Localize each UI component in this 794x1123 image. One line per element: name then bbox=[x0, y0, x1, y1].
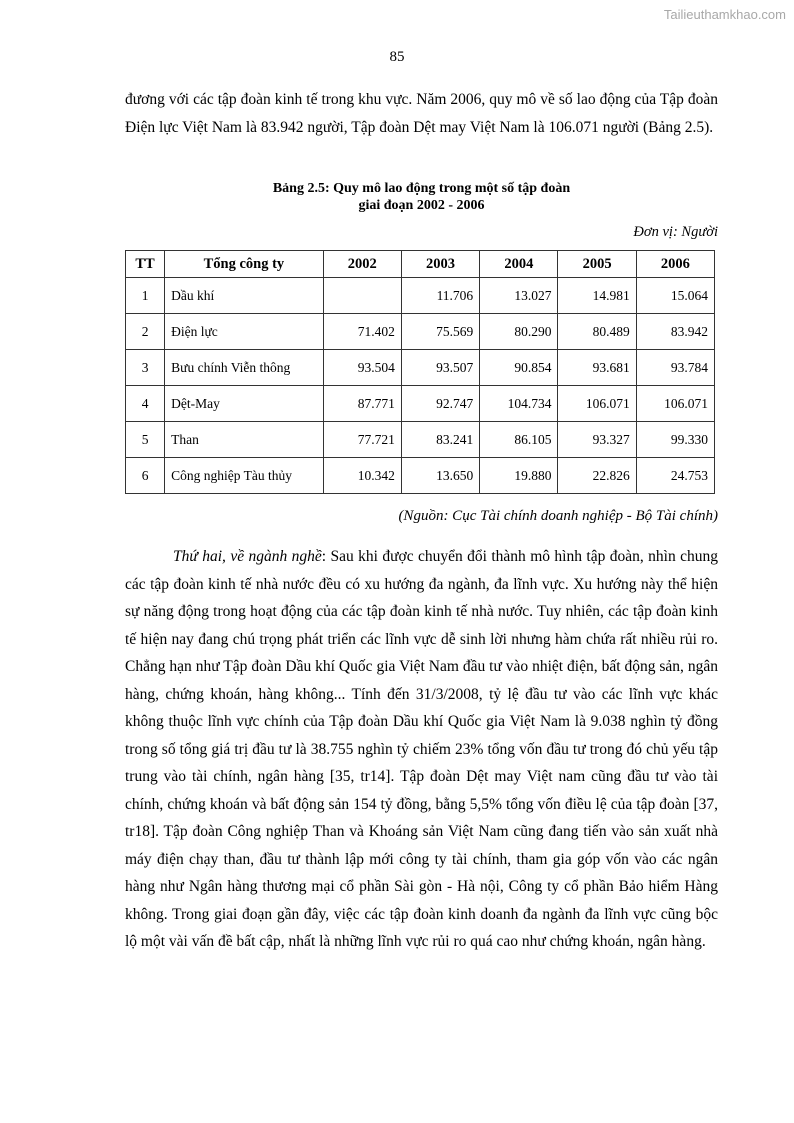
table-row bbox=[126, 422, 715, 458]
cell-tt: 3 bbox=[126, 350, 165, 386]
header-2006: 2006 bbox=[636, 251, 714, 278]
cell-company: Dầu khí bbox=[165, 278, 324, 314]
cell-2002 bbox=[323, 278, 401, 314]
cell-2005: 93.327 bbox=[558, 422, 636, 458]
table-row bbox=[126, 386, 715, 422]
cell-2003: 13.650 bbox=[401, 458, 479, 494]
cell-tt: 4 bbox=[126, 386, 165, 422]
cell-2004: 19.880 bbox=[480, 458, 558, 494]
cell-tt: 5 bbox=[126, 422, 165, 458]
cell-2004: 104.734 bbox=[480, 386, 558, 422]
unit-note: Đơn vị: Người bbox=[633, 224, 718, 240]
cell-2002: 71.402 bbox=[323, 314, 401, 350]
paragraph-text: : Sau khi được chuyển đổi thành mô hình tập đoàn, nhìn chung các tập đoàn kinh tế nhà nước đều có xu hướng đa ngành, đa lĩnh vực. Xu hướng này thể hiện sự năng động trong hoạt động của các tập đoàn kinh tế nhà nước. Tuy nhiên, các tập đoàn kinh tế hiện nay đang chú trọng phát triển các lĩnh vực dễ sinh lời nhưng hàm chứa rất nhiều rủi ro. Chẳng hạn như Tập đoàn Dầu khí Quốc gia Việt Nam đầu tư vào nhiệt điện, bất động sản, ngân hàng, chứng khoán, hàng không... Tính đến 31/3/2008, tỷ lệ đầu tư vào các lĩnh vực khác không thuộc lĩnh vực chính của Tập đoàn Dầu khí Quốc gia Việt Nam là 9.038 nghìn tỷ đồng trong số tổng giá trị đầu tư là 38.755 nghìn tỷ chiếm 23% tổng vốn đầu tư trong đó chủ yếu tập trung vào tài chính, ngân hàng [35, tr14]. Tập đoàn Dệt may Việt nam cũng đầu tư vào tài chính, chứng khoán và bất động sản 154 tỷ đồng, bằng 5,5% tổng vốn điều lệ của tập đoàn [37, tr18]. Tập đoàn Công nghiệp Than và Khoáng sản Việt Nam cũng đang tiến vào sản xuất nhà máy điện chạy than, đầu tư thành lập mới công ty tài chính, tham gia góp vốn vào các ngân hàng như Ngân hàng thương mại cổ phần Sài gòn - Hà nội, Công ty cổ phần Bảo hiểm Hàng không. Trong giai đoạn gần đây, việc các tập đoàn kinh doanh đa ngành đa lĩnh vực cũng bộc lộ một vài vấn đề bất cập, nhất là những lĩnh vực rủi ro quá cao như chứng khoán, ngân hàng. bbox=[125, 548, 718, 950]
header-tt: TT bbox=[126, 251, 165, 278]
header-2003: 2003 bbox=[401, 251, 479, 278]
cell-tt: 6 bbox=[126, 458, 165, 494]
table-caption bbox=[125, 180, 718, 214]
paragraph-lead: Thứ hai, về ngành nghề bbox=[173, 548, 322, 565]
cell-2003: 11.706 bbox=[401, 278, 479, 314]
cell-2006: 83.942 bbox=[636, 314, 714, 350]
cell-2005: 14.981 bbox=[558, 278, 636, 314]
cell-2006: 93.784 bbox=[636, 350, 714, 386]
source-note: (Nguồn: Cục Tài chính doanh nghiệp - Bộ Tài chính) bbox=[398, 508, 718, 524]
cell-2004: 80.290 bbox=[480, 314, 558, 350]
intro-paragraph: đương với các tập đoàn kinh tế trong khu vực. Năm 2006, quy mô về số lao động của Tập đoàn Điện lực Việt Nam là 83.942 người, Tập đoàn Dệt may Việt Nam là 106.071 người (Bảng 2.5). bbox=[125, 91, 718, 136]
body-paragraph bbox=[125, 543, 718, 956]
table-row bbox=[126, 458, 715, 494]
cell-company: Dệt-May bbox=[165, 386, 324, 422]
cell-2003: 92.747 bbox=[401, 386, 479, 422]
table-row bbox=[126, 278, 715, 314]
cell-company: Than bbox=[165, 422, 324, 458]
cell-company: Công nghiệp Tàu thủy bbox=[165, 458, 324, 494]
cell-tt: 1 bbox=[126, 278, 165, 314]
cell-2005: 93.681 bbox=[558, 350, 636, 386]
page-number: 85 bbox=[389, 49, 405, 65]
cell-tt: 2 bbox=[126, 314, 165, 350]
cell-2006: 15.064 bbox=[636, 278, 714, 314]
cell-2006: 106.071 bbox=[636, 386, 714, 422]
header-company: Tổng công ty bbox=[165, 251, 324, 278]
cell-2003: 75.569 bbox=[401, 314, 479, 350]
labor-table bbox=[125, 250, 715, 494]
cell-2002: 93.504 bbox=[323, 350, 401, 386]
cell-2005: 80.489 bbox=[558, 314, 636, 350]
cell-2002: 87.771 bbox=[323, 386, 401, 422]
cell-2002: 10.342 bbox=[323, 458, 401, 494]
header-2004: 2004 bbox=[480, 251, 558, 278]
cell-2004: 13.027 bbox=[480, 278, 558, 314]
cell-company: Điện lực bbox=[165, 314, 324, 350]
cell-2004: 90.854 bbox=[480, 350, 558, 386]
cell-2003: 83.241 bbox=[401, 422, 479, 458]
header-2005: 2005 bbox=[558, 251, 636, 278]
header-2002: 2002 bbox=[323, 251, 401, 278]
table-caption-line-1: Bảng 2.5: Quy mô lao động trong một số tập đoàn bbox=[272, 181, 571, 196]
cell-2006: 99.330 bbox=[636, 422, 714, 458]
table-caption-line-2: giai đoạn 2002 - 2006 bbox=[358, 198, 485, 213]
table-row bbox=[126, 350, 715, 386]
cell-2002: 77.721 bbox=[323, 422, 401, 458]
cell-2003: 93.507 bbox=[401, 350, 479, 386]
cell-2004: 86.105 bbox=[480, 422, 558, 458]
table-row bbox=[126, 314, 715, 350]
cell-company: Bưu chính Viễn thông bbox=[165, 350, 324, 386]
cell-2006: 24.753 bbox=[636, 458, 714, 494]
watermark: Tailieuthamkhao.com bbox=[663, 7, 786, 22]
cell-2005: 22.826 bbox=[558, 458, 636, 494]
cell-2005: 106.071 bbox=[558, 386, 636, 422]
table-header-row bbox=[126, 251, 715, 278]
